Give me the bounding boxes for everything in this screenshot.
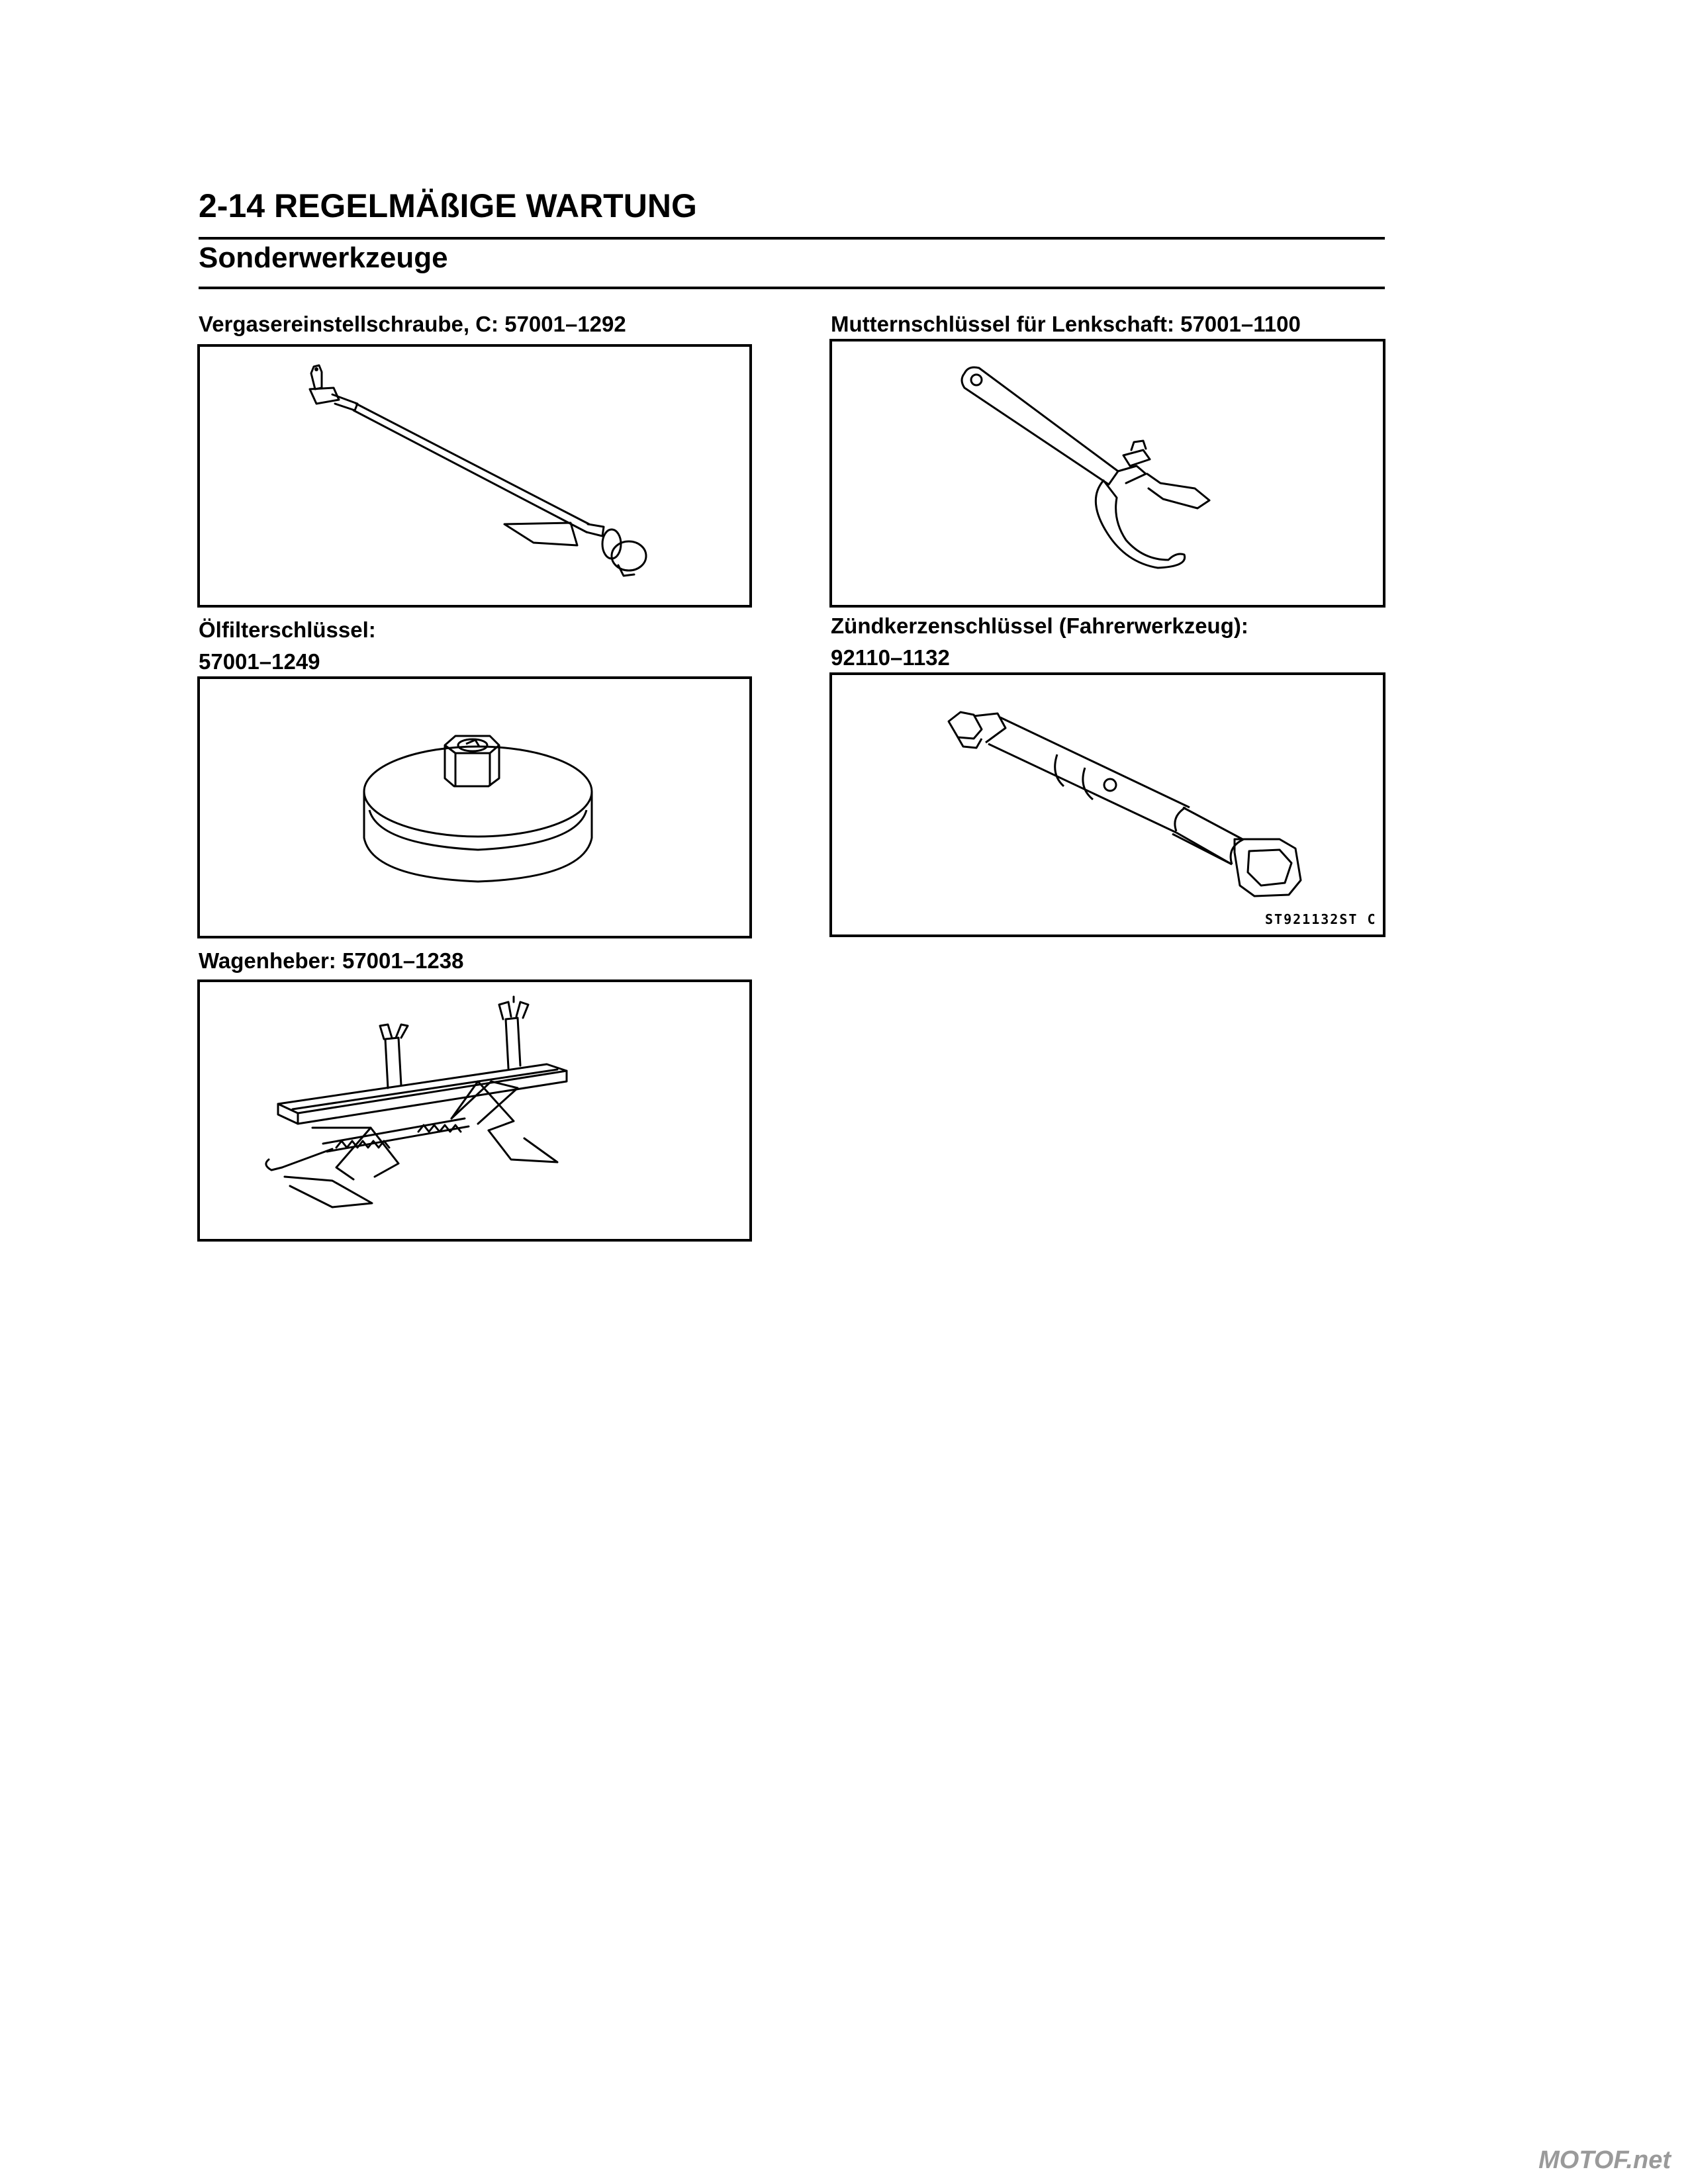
subtitle-rule [199,287,1385,289]
tool-caption-oil-filter-wrench-line2: 57001–1249 [199,649,320,674]
tool-figure-carburetor-screwdriver [197,344,752,608]
jack-illustration [200,982,749,1239]
section-title: 2-14 REGELMÄßIGE WARTUNG [199,187,697,224]
spark-plug-wrench-illustration [832,675,1383,934]
carburetor-screwdriver-illustration [200,347,749,605]
tool-figure-jack [197,979,752,1242]
tool-caption-oil-filter-wrench-line1: Ölfilterschlüssel: [199,617,376,642]
watermark: MOTOF.net [1538,2146,1671,2174]
tool-caption-carburetor-screwdriver: Vergasereinstellschraube, C: 57001–1292 [199,312,626,336]
oil-filter-wrench-illustration [200,679,749,936]
steering-stem-wrench-illustration [832,341,1383,605]
tool-caption-spark-plug-wrench-line2: 92110–1132 [831,645,950,670]
tool-caption-steering-stem-wrench: Mutternschlüssel für Lenkschaft: 57001–1100 [831,312,1301,336]
subsection-title: Sonderwerkzeuge [199,242,448,274]
tool-figure-spark-plug-wrench [829,672,1385,937]
figure-code: ST921132ST C [1265,911,1377,927]
tool-figure-oil-filter-wrench [197,676,752,938]
tool-caption-jack: Wagenheber: 57001–1238 [199,948,464,973]
tool-figure-steering-stem-wrench [829,339,1385,608]
tool-caption-spark-plug-wrench-line1: Zündkerzenschlüssel (Fahrerwerkzeug): [831,614,1248,638]
title-rule [199,237,1385,240]
